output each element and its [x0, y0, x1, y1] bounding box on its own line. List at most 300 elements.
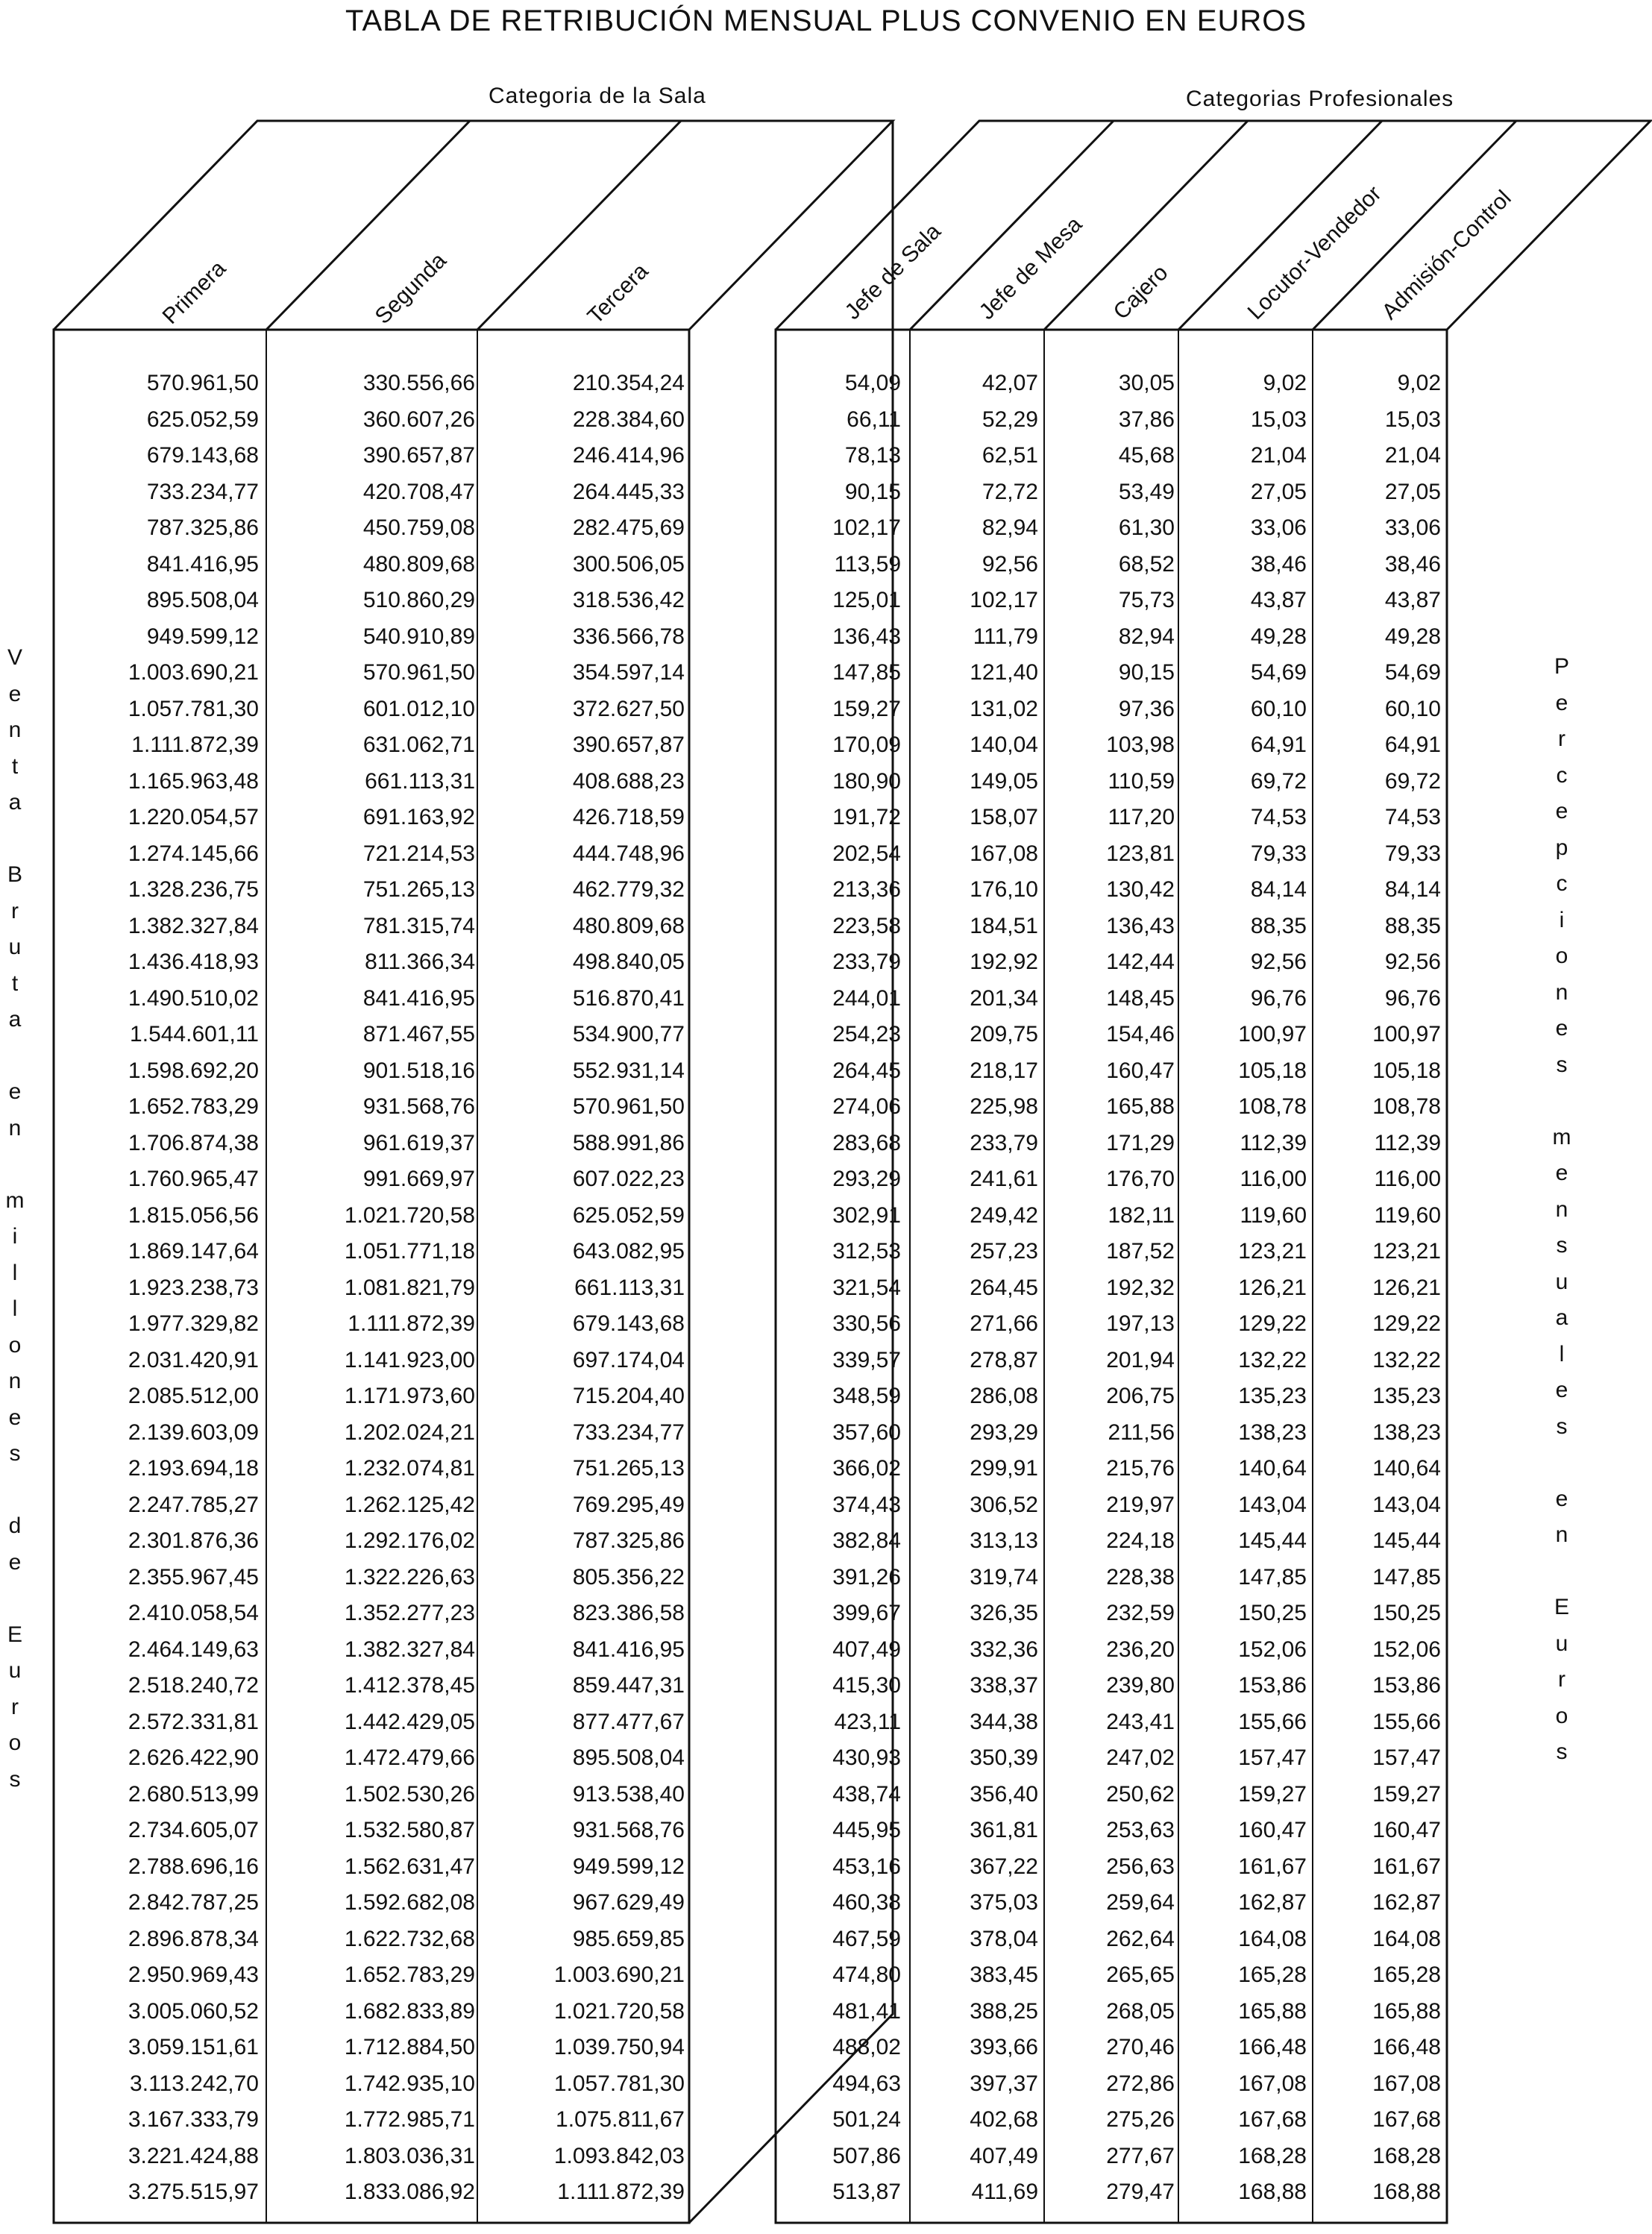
- cell-jefe-de-sala: 102,17: [832, 515, 901, 540]
- percepciones-letter: s: [1556, 1052, 1568, 1077]
- cell-tercera: 498.840,05: [572, 950, 685, 974]
- percepciones-letter: p: [1555, 835, 1568, 860]
- cell-tercera: 282.475,69: [572, 515, 685, 540]
- cell-jefe-de-mesa: 407,49: [970, 2143, 1038, 2168]
- cell-cajero: 75,73: [1118, 588, 1175, 612]
- cell-primera: 2.193.694,18: [128, 1456, 259, 1481]
- cell-tercera: 1.039.750,94: [553, 2035, 685, 2059]
- cell-segunda: 691.163,92: [362, 805, 475, 829]
- cell-cajero: 215,76: [1106, 1456, 1175, 1481]
- cell-cajero: 272,86: [1106, 2071, 1175, 2096]
- venta-bruta-letter: r: [11, 1694, 19, 1719]
- cell-primera: 2.301.876,36: [128, 1528, 259, 1553]
- cell-locutor-vendedor: 167,08: [1238, 2071, 1307, 2096]
- cell-primera: 1.490.510,02: [128, 985, 259, 1011]
- venta-bruta-letter: m: [5, 1187, 25, 1213]
- cell-jefe-de-mesa: 293,29: [970, 1419, 1038, 1445]
- header-locutor-vendedor: Locutor-Vendedor: [1243, 181, 1386, 324]
- cell-tercera: 1.111.872,39: [557, 2180, 685, 2204]
- venta-bruta-letter: E: [7, 1622, 22, 1647]
- cell-segunda: 1.081.821,79: [344, 1275, 475, 1300]
- cell-admision-control: 119,60: [1374, 1202, 1441, 1228]
- cell-primera: 2.139.603,09: [128, 1419, 259, 1445]
- venta-bruta-letter: n: [8, 1115, 22, 1140]
- venta-bruta-letter: V: [7, 645, 22, 670]
- cell-locutor-vendedor: 126,21: [1238, 1275, 1307, 1300]
- cell-tercera: 679.143,68: [572, 1311, 685, 1336]
- cell-segunda: 721.214,53: [362, 841, 475, 866]
- cell-primera: 787.325,86: [146, 515, 259, 540]
- cell-locutor-vendedor: 49,28: [1250, 624, 1307, 649]
- cell-locutor-vendedor: 100,97: [1238, 1022, 1307, 1047]
- venta-bruta-letter: e: [8, 1405, 22, 1430]
- cell-locutor-vendedor: 123,21: [1238, 1239, 1307, 1264]
- cell-cajero: 142,44: [1106, 950, 1175, 974]
- cell-jefe-de-mesa: 375,03: [970, 1890, 1038, 1915]
- cell-tercera: 931.568,76: [572, 1818, 685, 1842]
- cell-jefe-de-mesa: 184,51: [970, 913, 1038, 938]
- cell-admision-control: 21,04: [1384, 443, 1441, 468]
- cell-admision-control: 33,06: [1384, 515, 1441, 540]
- percepciones-letter: e: [1555, 1161, 1568, 1185]
- cell-locutor-vendedor: 33,06: [1250, 515, 1307, 540]
- cell-jefe-de-sala: 467,59: [832, 1926, 901, 1951]
- cell-locutor-vendedor: 168,88: [1238, 2180, 1307, 2204]
- cell-jefe-de-sala: 180,90: [832, 768, 901, 794]
- cell-jefe-de-sala: 407,49: [832, 1637, 901, 1662]
- cell-cajero: 206,75: [1106, 1384, 1175, 1408]
- cell-tercera: 859.447,31: [572, 1673, 685, 1698]
- cell-primera: 2.464.149,63: [128, 1637, 259, 1662]
- cell-jefe-de-mesa: 82,94: [982, 515, 1038, 540]
- cell-tercera: 643.082,95: [572, 1239, 685, 1264]
- percepciones-letter: P: [1554, 654, 1569, 679]
- cell-cajero: 228,38: [1106, 1564, 1175, 1590]
- cell-locutor-vendedor: 129,22: [1238, 1311, 1307, 1336]
- cell-primera: 2.680.513,99: [128, 1781, 259, 1807]
- cell-locutor-vendedor: 138,23: [1238, 1419, 1307, 1445]
- cell-cajero: 259,64: [1106, 1890, 1175, 1915]
- cell-primera: 625.052,59: [146, 407, 259, 432]
- venta-bruta-letter: [0, 1472, 30, 1509]
- cell-cajero: 182,11: [1108, 1202, 1175, 1228]
- cell-primera: 2.734.605,07: [128, 1818, 259, 1842]
- cell-jefe-de-mesa: 62,51: [982, 443, 1038, 468]
- cell-primera: 1.869.147,64: [128, 1239, 259, 1264]
- cell-cajero: 53,49: [1118, 479, 1175, 504]
- cell-primera: 1.274.145,66: [128, 841, 259, 866]
- percepciones-letter: a: [1555, 1305, 1568, 1330]
- cell-jefe-de-sala: 339,57: [832, 1347, 901, 1372]
- cell-segunda: 1.352.277,23: [344, 1601, 475, 1625]
- cell-locutor-vendedor: 105,18: [1238, 1058, 1307, 1083]
- cell-tercera: 480.809,68: [572, 913, 685, 938]
- cell-admision-control: 79,33: [1384, 841, 1441, 866]
- cell-jefe-de-mesa: 111,79: [973, 624, 1038, 649]
- cell-segunda: 781.315,74: [362, 913, 475, 938]
- cell-tercera: 372.627,50: [572, 696, 685, 721]
- cell-segunda: 631.062,71: [362, 732, 475, 757]
- cell-primera: 1.815.056,56: [128, 1202, 259, 1228]
- cell-locutor-vendedor: 164,08: [1238, 1926, 1307, 1951]
- cell-jefe-de-sala: 159,27: [832, 696, 901, 721]
- cell-cajero: 275,26: [1106, 2107, 1175, 2132]
- cell-segunda: 1.262.125,42: [344, 1492, 475, 1517]
- cell-tercera: 895.508,04: [572, 1745, 685, 1770]
- cell-tercera: 949.599,12: [572, 1854, 685, 1879]
- venta-bruta-letter: [0, 821, 30, 858]
- cell-tercera: 805.356,22: [572, 1564, 685, 1590]
- cell-primera: 1.760.965,47: [128, 1167, 259, 1191]
- cell-locutor-vendedor: 15,03: [1250, 407, 1307, 432]
- cell-segunda: 841.416,95: [362, 985, 475, 1011]
- cell-cajero: 165,88: [1106, 1094, 1175, 1119]
- cell-jefe-de-sala: 283,68: [832, 1130, 901, 1155]
- cell-tercera: 354.597,14: [572, 660, 685, 685]
- cell-locutor-vendedor: 60,10: [1250, 696, 1307, 721]
- cell-locutor-vendedor: 165,88: [1238, 1998, 1307, 2024]
- cell-segunda: 1.322.226,63: [344, 1564, 475, 1590]
- cell-jefe-de-sala: 244,01: [832, 985, 901, 1011]
- percepciones-letter: [1547, 1445, 1577, 1481]
- cell-admision-control: 147,85: [1372, 1564, 1441, 1590]
- cell-tercera: 1.057.781,30: [553, 2071, 685, 2096]
- cell-cajero: 270,46: [1106, 2035, 1175, 2059]
- cell-jefe-de-sala: 488,02: [832, 2035, 901, 2059]
- header-admision-control: Admisión-Control: [1377, 185, 1516, 324]
- cell-locutor-vendedor: 64,91: [1250, 732, 1307, 757]
- percepciones-letter: [1547, 1083, 1577, 1120]
- cell-cajero: 243,41: [1106, 1709, 1175, 1734]
- cell-segunda: 1.141.923,00: [344, 1347, 475, 1372]
- venta-bruta-letter: [0, 1581, 30, 1617]
- cell-admision-control: 153,86: [1372, 1673, 1441, 1698]
- cell-jefe-de-sala: 423,11: [834, 1709, 901, 1734]
- cell-segunda: 1.622.732,68: [344, 1926, 475, 1951]
- cell-jefe-de-mesa: 278,87: [970, 1347, 1038, 1372]
- cell-jefe-de-sala: 191,72: [832, 805, 901, 829]
- venta-bruta-letter: i: [12, 1224, 18, 1249]
- venta-bruta-letter: l: [12, 1260, 18, 1285]
- cell-locutor-vendedor: 112,39: [1240, 1130, 1307, 1155]
- cell-tercera: 715.204,40: [572, 1384, 685, 1408]
- cell-primera: 3.275.515,97: [128, 2180, 259, 2204]
- cell-tercera: 228.384,60: [572, 407, 685, 432]
- cell-jefe-de-mesa: 350,39: [970, 1745, 1038, 1770]
- cell-cajero: 211,56: [1108, 1419, 1175, 1445]
- cell-admision-control: 152,06: [1372, 1637, 1441, 1662]
- cell-primera: 3.167.333,79: [128, 2107, 259, 2132]
- cell-tercera: 751.265,13: [572, 1456, 685, 1481]
- cell-admision-control: 160,47: [1372, 1818, 1441, 1842]
- venta-bruta-letter: d: [8, 1513, 22, 1538]
- cell-cajero: 61,30: [1118, 515, 1175, 540]
- cell-tercera: 697.174,04: [572, 1347, 685, 1372]
- cell-jefe-de-mesa: 140,04: [970, 732, 1038, 757]
- cell-cajero: 123,81: [1106, 841, 1175, 866]
- cell-locutor-vendedor: 43,87: [1250, 588, 1307, 612]
- cell-admision-control: 88,35: [1384, 913, 1441, 938]
- cell-jefe-de-sala: 374,43: [832, 1492, 901, 1517]
- cell-locutor-vendedor: 162,87: [1238, 1890, 1307, 1915]
- cell-locutor-vendedor: 38,46: [1250, 551, 1307, 577]
- cell-locutor-vendedor: 84,14: [1250, 877, 1307, 902]
- group-label-sala: Categoria de la Sala: [489, 84, 706, 108]
- cell-admision-control: 64,91: [1384, 732, 1441, 757]
- cell-admision-control: 159,27: [1372, 1781, 1441, 1807]
- cell-admision-control: 165,28: [1372, 1962, 1441, 1987]
- cell-jefe-de-mesa: 131,02: [970, 696, 1038, 721]
- cell-admision-control: 112,39: [1374, 1130, 1441, 1155]
- cell-admision-control: 168,88: [1372, 2180, 1441, 2204]
- cell-segunda: 1.472.479,66: [344, 1745, 475, 1770]
- percepciones-letter: s: [1556, 1413, 1568, 1439]
- cell-locutor-vendedor: 168,28: [1238, 2143, 1307, 2168]
- cell-jefe-de-sala: 223,58: [832, 913, 901, 938]
- cell-primera: 2.950.969,43: [128, 1962, 259, 1987]
- cell-primera: 2.518.240,72: [128, 1673, 259, 1698]
- cell-locutor-vendedor: 160,47: [1238, 1818, 1307, 1842]
- cell-primera: 1.923.238,73: [128, 1275, 259, 1300]
- cell-segunda: 1.803.036,31: [344, 2143, 475, 2168]
- cell-jefe-de-mesa: 218,17: [970, 1058, 1038, 1083]
- cell-jefe-de-mesa: 393,66: [970, 2035, 1038, 2059]
- cell-cajero: 250,62: [1106, 1781, 1175, 1807]
- venta-bruta-letter: r: [11, 898, 19, 923]
- cell-primera: 1.057.781,30: [128, 696, 259, 721]
- cell-tercera: 444.748,96: [572, 841, 685, 866]
- cell-cajero: 239,80: [1106, 1673, 1175, 1698]
- percepciones-letter: r: [1558, 727, 1565, 751]
- cell-jefe-de-sala: 90,15: [844, 479, 901, 504]
- cell-segunda: 570.961,50: [362, 660, 475, 685]
- cell-primera: 2.896.878,34: [128, 1926, 259, 1951]
- cell-segunda: 1.712.884,50: [344, 2035, 475, 2059]
- cell-cajero: 97,36: [1118, 696, 1175, 721]
- percepciones-letter: E: [1554, 1595, 1569, 1619]
- venta-bruta-letter: e: [8, 681, 22, 706]
- cell-jefe-de-mesa: 52,29: [982, 407, 1038, 432]
- cell-segunda: 1.502.530,26: [344, 1781, 475, 1807]
- cell-primera: 2.085.512,00: [128, 1384, 259, 1408]
- cell-jefe-de-mesa: 149,05: [970, 768, 1038, 794]
- cell-segunda: 1.412.378,45: [344, 1673, 475, 1698]
- percepciones-letter: r: [1558, 1667, 1565, 1692]
- cell-segunda: 931.568,76: [362, 1094, 475, 1119]
- cell-admision-control: 140,64: [1372, 1456, 1441, 1481]
- cell-segunda: 1.532.580,87: [344, 1818, 475, 1842]
- cell-jefe-de-sala: 202,54: [832, 841, 901, 866]
- cell-admision-control: 69,72: [1384, 768, 1441, 794]
- cell-jefe-de-sala: 366,02: [832, 1456, 901, 1481]
- cell-jefe-de-mesa: 388,25: [970, 1998, 1038, 2024]
- percepciones-letter: u: [1555, 1631, 1568, 1656]
- cell-jefe-de-mesa: 338,37: [970, 1673, 1038, 1698]
- venta-bruta-letter: e: [8, 1549, 22, 1575]
- cell-segunda: 601.012,10: [362, 696, 475, 721]
- cell-jefe-de-sala: 78,13: [844, 443, 901, 468]
- cell-tercera: 570.961,50: [572, 1094, 685, 1119]
- cell-primera: 1.382.327,84: [128, 913, 259, 938]
- cell-jefe-de-mesa: 121,40: [970, 660, 1038, 685]
- cell-admision-control: 167,08: [1372, 2071, 1441, 2096]
- cell-jefe-de-mesa: 271,66: [970, 1311, 1038, 1336]
- cell-segunda: 1.171.973,60: [344, 1384, 475, 1408]
- cell-primera: 2.788.696,16: [128, 1854, 259, 1879]
- cell-admision-control: 164,08: [1372, 1926, 1441, 1951]
- cell-segunda: 991.669,97: [362, 1167, 475, 1191]
- percepciones-letter: o: [1555, 1703, 1568, 1728]
- cell-tercera: 913.538,40: [572, 1781, 685, 1807]
- cell-primera: 3.221.424,88: [128, 2143, 259, 2168]
- cell-admision-control: 60,10: [1384, 696, 1441, 721]
- cell-segunda: 1.021.720,58: [344, 1202, 475, 1228]
- cell-primera: 1.652.783,29: [128, 1094, 259, 1119]
- cell-admision-control: 166,48: [1372, 2035, 1441, 2059]
- cell-admision-control: 105,18: [1372, 1058, 1441, 1083]
- venta-bruta-letter: l: [12, 1296, 18, 1321]
- cell-jefe-de-sala: 264,45: [832, 1058, 901, 1083]
- percepciones-letter: s: [1556, 1233, 1568, 1258]
- cell-cajero: 160,47: [1106, 1058, 1175, 1083]
- cell-locutor-vendedor: 79,33: [1250, 841, 1307, 866]
- cell-tercera: 733.234,77: [572, 1419, 685, 1445]
- venta-bruta-letter: t: [11, 970, 19, 996]
- cell-admision-control: 168,28: [1372, 2143, 1441, 2168]
- cell-cajero: 68,52: [1118, 551, 1175, 577]
- venta-bruta-letter: o: [8, 1731, 22, 1755]
- cell-cajero: 82,94: [1118, 624, 1175, 649]
- cell-tercera: 661.113,31: [574, 1275, 685, 1300]
- cell-admision-control: 84,14: [1384, 877, 1441, 902]
- cell-jefe-de-sala: 113,59: [834, 551, 901, 577]
- cell-admision-control: 165,88: [1372, 1998, 1441, 2024]
- cell-primera: 1.328.236,75: [128, 877, 259, 902]
- cell-tercera: 246.414,96: [572, 443, 685, 468]
- cell-segunda: 1.382.327,84: [344, 1637, 475, 1662]
- cell-admision-control: 96,76: [1384, 985, 1441, 1011]
- cell-locutor-vendedor: 119,60: [1240, 1202, 1307, 1228]
- cell-tercera: 1.003.690,21: [553, 1962, 685, 1987]
- cell-locutor-vendedor: 150,25: [1238, 1601, 1307, 1625]
- cell-cajero: 136,43: [1106, 913, 1175, 938]
- percepciones-letter: u: [1555, 1269, 1568, 1294]
- cell-segunda: 450.759,08: [362, 515, 475, 540]
- cell-primera: 1.111.872,39: [131, 732, 259, 757]
- page-title: TABLA DE RETRIBUCIÓN MENSUAL PLUS CONVENIO EN EUROS: [345, 4, 1307, 37]
- cell-locutor-vendedor: 135,23: [1238, 1384, 1307, 1408]
- cell-segunda: 1.202.024,21: [344, 1419, 475, 1445]
- cell-jefe-de-sala: 513,87: [832, 2180, 901, 2204]
- percepciones-letter: e: [1555, 1378, 1568, 1402]
- cell-locutor-vendedor: 132,22: [1238, 1347, 1307, 1372]
- cell-locutor-vendedor: 157,47: [1238, 1745, 1307, 1770]
- cell-locutor-vendedor: 155,66: [1238, 1709, 1307, 1734]
- cell-jefe-de-mesa: 383,45: [970, 1962, 1038, 1987]
- cell-jefe-de-mesa: 313,13: [970, 1528, 1038, 1553]
- cell-segunda: 751.265,13: [362, 877, 475, 902]
- cell-jefe-de-sala: 321,54: [832, 1275, 901, 1300]
- cell-jefe-de-mesa: 367,22: [970, 1854, 1038, 1879]
- cell-tercera: 877.477,67: [572, 1709, 685, 1734]
- cell-locutor-vendedor: 145,44: [1238, 1528, 1307, 1553]
- venta-bruta-letter: n: [8, 718, 22, 742]
- cell-cajero: 103,98: [1106, 732, 1175, 757]
- cell-jefe-de-mesa: 326,35: [970, 1601, 1038, 1625]
- cell-segunda: 1.592.682,08: [344, 1890, 475, 1915]
- header-primera: Primera: [157, 256, 231, 329]
- cell-segunda: 1.562.631,47: [344, 1854, 475, 1879]
- cell-jefe-de-sala: 507,86: [832, 2143, 901, 2168]
- cell-jefe-de-mesa: 378,04: [970, 1926, 1038, 1951]
- cell-locutor-vendedor: 116,00: [1240, 1167, 1307, 1191]
- cell-cajero: 201,94: [1106, 1347, 1175, 1372]
- cell-cajero: 90,15: [1118, 660, 1175, 685]
- cell-primera: 2.031.420,91: [128, 1347, 259, 1372]
- side-label-percepciones: [1547, 649, 1577, 1771]
- venta-bruta-letter: u: [8, 935, 22, 959]
- venta-bruta-letter: u: [8, 1658, 22, 1683]
- percepciones-letter: s: [1556, 1739, 1568, 1764]
- cell-tercera: 625.052,59: [572, 1202, 685, 1228]
- cell-tercera: 1.093.842,03: [553, 2143, 685, 2168]
- cell-admision-control: 116,00: [1374, 1167, 1441, 1191]
- cell-jefe-de-mesa: 319,74: [970, 1564, 1038, 1590]
- cell-segunda: 480.809,68: [362, 551, 475, 577]
- cell-admision-control: 150,25: [1372, 1601, 1441, 1625]
- cell-jefe-de-mesa: 241,61: [970, 1167, 1038, 1191]
- cell-cajero: 45,68: [1118, 443, 1175, 468]
- cell-primera: 1.706.874,38: [128, 1130, 259, 1155]
- cell-jefe-de-mesa: 411,69: [971, 2180, 1038, 2204]
- cell-cajero: 232,59: [1106, 1601, 1175, 1625]
- cell-jefe-de-mesa: 264,45: [970, 1275, 1038, 1300]
- cell-locutor-vendedor: 21,04: [1250, 443, 1307, 468]
- cell-jefe-de-sala: 254,23: [832, 1022, 901, 1047]
- percepciones-letter: i: [1559, 907, 1565, 932]
- cell-primera: 2.410.058,54: [128, 1601, 259, 1625]
- cell-tercera: 967.629,49: [572, 1890, 685, 1915]
- group-label-profesionales: Categorias Profesionales: [1186, 87, 1454, 111]
- cell-jefe-de-sala: 453,16: [832, 1854, 901, 1879]
- cell-jefe-de-sala: 330,56: [832, 1311, 901, 1336]
- cell-segunda: 1.652.783,29: [344, 1962, 475, 1987]
- cell-locutor-vendedor: 54,69: [1250, 660, 1307, 685]
- cell-primera: 1.436.418,93: [128, 950, 259, 974]
- cell-admision-control: 9,02: [1397, 371, 1441, 395]
- cell-tercera: 1.075.811,67: [556, 2107, 685, 2132]
- cell-segunda: 1.442.429,05: [344, 1709, 475, 1734]
- cell-segunda: 871.467,55: [362, 1022, 475, 1047]
- venta-bruta-letter: B: [7, 862, 22, 887]
- cell-primera: 570.961,50: [146, 371, 259, 395]
- cell-jefe-de-mesa: 257,23: [970, 1239, 1038, 1264]
- cell-cajero: 148,45: [1106, 985, 1175, 1011]
- cell-admision-control: 138,23: [1372, 1419, 1441, 1445]
- cell-jefe-de-sala: 357,60: [832, 1419, 901, 1445]
- percepciones-letter: c: [1556, 871, 1568, 896]
- cell-cajero: 253,63: [1106, 1818, 1175, 1842]
- cell-primera: 2.572.331,81: [128, 1709, 259, 1734]
- cell-jefe-de-mesa: 249,42: [970, 1202, 1038, 1228]
- cell-jefe-de-mesa: 225,98: [970, 1094, 1038, 1119]
- cell-cajero: 176,70: [1106, 1167, 1175, 1191]
- cell-admision-control: 132,22: [1372, 1347, 1441, 1372]
- cell-jefe-de-sala: 481,41: [832, 1998, 901, 2024]
- cell-jefe-de-sala: 125,01: [832, 588, 901, 612]
- cell-jefe-de-sala: 474,80: [832, 1962, 901, 1987]
- cell-tercera: 534.900,77: [572, 1022, 685, 1047]
